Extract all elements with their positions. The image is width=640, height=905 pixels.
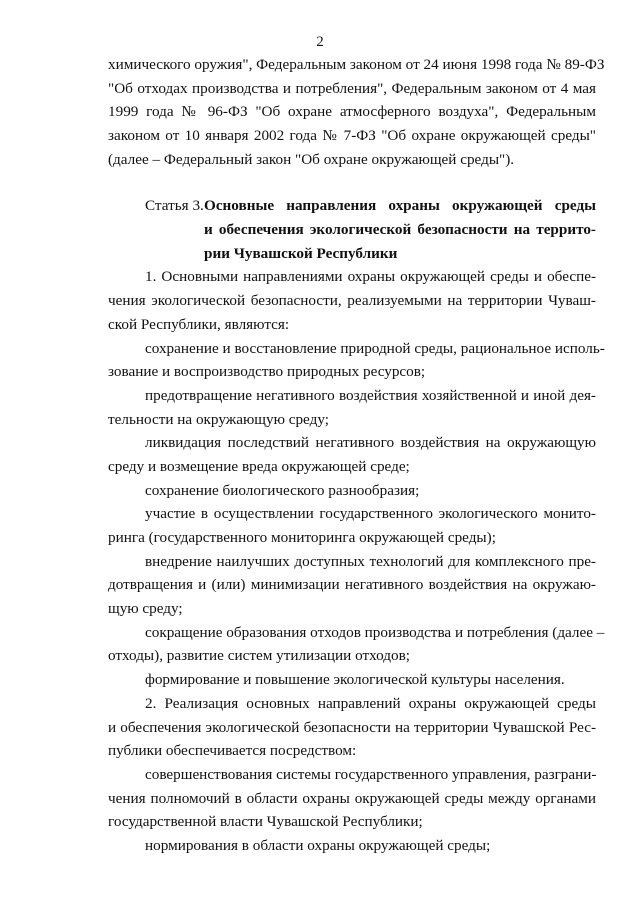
article-title <box>204 194 596 265</box>
text-line: зование и воспроизводство природных ресурсов; <box>108 363 426 381</box>
text-line: чения полномочий в области охраны окружающей среды между органами <box>108 789 596 807</box>
intro-paragraph <box>108 53 605 171</box>
title-line: и обеспечения экологической безопасности на террито- <box>204 221 596 239</box>
text-line: дотвращения и (или) минимизации негативного воздействия на окружаю- <box>108 576 596 594</box>
text-line: ринга (государственного мониторинга окружающей среды); <box>108 529 496 546</box>
text-line: совершенствования системы государственного управления, разграни- <box>145 765 597 783</box>
text-line: химического оружия", Федеральным законом от 24 июня 1998 года № 89-ФЗ <box>108 56 605 73</box>
document-body <box>108 53 605 858</box>
title-line: рии Чувашской Республики <box>204 244 398 262</box>
text-line: чения экологической безопасности, реализуемыми на территории Чуваш- <box>108 292 596 310</box>
text-line: "Об отходах производства и потребления", Федеральным законом от 4 мая <box>108 79 596 97</box>
text-line: законом от 10 января 2002 года № 7-ФЗ "Об охране окружающей среды" <box>108 127 596 145</box>
text-line: 2. Реализация основных направлений охраны окружающей среды <box>145 694 596 712</box>
text-line: нормирования в области охраны окружающей среды; <box>145 836 491 854</box>
text-line: (далее – Федеральный закон "Об охране окружающей среды"). <box>108 150 515 168</box>
text-line: тельности на окружающую среду; <box>108 410 329 428</box>
text-line: ликвидация последствий негативного воздействия на окружающую <box>145 434 596 452</box>
text-line: щую среду; <box>108 600 183 618</box>
text-line: сохранение биологического разнообразия; <box>145 481 420 499</box>
text-line: и обеспечения экологической безопасности на территории Чувашской Рес- <box>108 718 596 736</box>
text-line: сокращение образования отходов производства и потребления (далее – <box>145 623 605 641</box>
text-line: отходы), развитие систем утилизации отходов; <box>108 647 411 665</box>
article-label: Статья 3. <box>145 197 204 215</box>
text-line: 1999 года № 96-ФЗ "Об охране атмосферного воздуха", Федеральным <box>108 103 596 121</box>
text-line: среду и возмещение вреда окружающей среде; <box>108 457 410 475</box>
article-body <box>108 265 605 857</box>
text-line: участие в осуществлении государственного экологического монито- <box>145 505 596 523</box>
text-line: сохранение и восстановление природной среды, рациональное исполь- <box>145 339 605 357</box>
text-line: 1. Основными направлениями охраны окружающей среды и обеспе- <box>145 268 596 286</box>
text-line: ской Республики, являются: <box>108 315 290 333</box>
text-line: предотвращение негативного воздействия хозяйственной и иной дея- <box>145 386 596 404</box>
text-line: государственной власти Чувашской Республики; <box>108 813 423 831</box>
text-line: формирование и повышение экологической культуры населения. <box>145 671 565 689</box>
title-line: Основные направления охраны окружающей среды <box>204 197 596 215</box>
text-line: публики обеспечивается посредством: <box>108 742 357 760</box>
page-number: 2 <box>316 34 324 50</box>
article-heading <box>108 194 596 265</box>
text-line: внедрение наилучших доступных технологий для комплексного пре- <box>145 552 596 570</box>
